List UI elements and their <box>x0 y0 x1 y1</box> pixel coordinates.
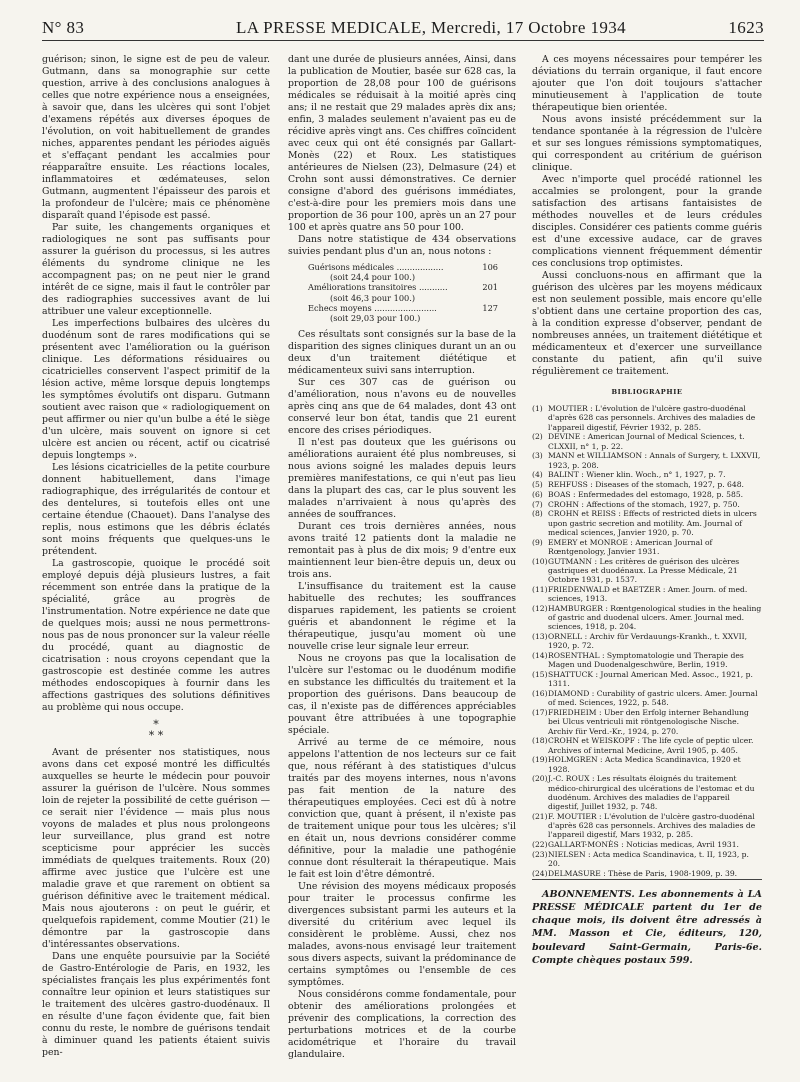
bibliography-entry <box>532 755 762 774</box>
entry-number: (4) <box>532 470 543 480</box>
stat-label: Améliorations transitoires ........... <box>308 282 448 293</box>
paragraph: Avec n'importe quel procédé rationnel les accalmies se prolongent, pour la grande satisfaction des artisans fantaisistes de méthodes nouvelles et de leurs crédules disciples. Considérer ces patients comme guéris est d'une excessive audace, car de graves complications viennent fréquemment démentir ces conclusions trop optimistes. <box>532 174 762 269</box>
bibliography-entry <box>532 869 762 878</box>
entry-number: (2) <box>532 432 543 442</box>
bibliography-entry <box>532 670 762 689</box>
entry-text: DEVINE : American Journal of Medical Sciences, t. CLXXII, n° 1, p. 22. <box>548 432 745 451</box>
bibliography-entry <box>532 470 762 479</box>
entry-number: (24) <box>532 868 548 878</box>
entry-text: MOUTIER : L'évolution de l'ulcère gastro-duodénal d'après 628 cas personnels. Archives des maladies de l'appareil digestif, Février 1932, p. 285. <box>548 404 756 432</box>
entry-number: (7) <box>532 499 543 509</box>
entry-text: HOLMGREN : Acta Medica Scandinavica, 1920 et 1928. <box>548 755 741 774</box>
column-1 <box>42 54 270 1059</box>
stat-row <box>308 282 516 292</box>
bibliography-entry <box>532 404 762 432</box>
paragraph: Durant ces trois dernières années, nous avons traité 12 patients dont la maladie ne remontait pas à plus de dix mois; 9 d'entre eux maintiennent leur bien-être depuis un, deux ou trois ans. <box>288 521 516 581</box>
column-2 <box>288 54 516 1061</box>
bibliography-entry <box>532 708 762 736</box>
bibliography-entry <box>532 689 762 708</box>
entry-number: (3) <box>532 451 543 461</box>
column-2-text-continued <box>288 329 516 1061</box>
entry-text: ORNELL : Archiv für Verdauungs-Krankh., t. XXVII, 1920, p. 72. <box>548 632 748 651</box>
paragraph: Aussi concluons-nous en affirmant que la guérison des ulcères par les moyens médicaux est non seulement possible, mais encore qu'elle s'obtient dans une certaine proportion des cas, à la condition expresse d'observer, pendant de nombreuses années, un traitement diététique et médicamenteux et d'exercer une surveillance constante du patient, afin qu'il suive régulièrement ce traitement. <box>532 270 762 377</box>
stat-label: Guérisons médicales .................. <box>308 262 444 272</box>
bibliography-entry <box>532 585 762 604</box>
entry-text: GUTMANN : Les critères de guérison des ulcères gastriques et duodénaux. La Presse Médicale, 21 Octobre 1931, p. 1537. <box>548 556 740 584</box>
entry-text: FRIEDENWALD et BAETZER : Amer. Journ. of med. sciences, 1913. <box>548 584 748 603</box>
subscription-notice: ABONNEMENTS. Les abonnements à LA PRESSE MÉDICALE partent du 1er de chaque mois, ils doivent être adressés à MM. Masson et Cie, éditeurs, 120, boulevard Saint-Germain, Paris-6e. Compte chèques postaux 599. <box>532 879 762 968</box>
entry-text: GALLART-MONÈS : Noticias medicas, Avril 1931. <box>548 840 739 849</box>
stat-value: 201 <box>482 282 498 293</box>
entry-number: (15) <box>532 670 548 679</box>
stat-label: Echecs moyens ........................ <box>308 302 437 313</box>
entry-text: ROSENTHAL : Symptomatologie und Therapie des Magen und Duodenalgeschwüre, Berlin, 1919. <box>548 651 744 670</box>
bibliography-entry <box>532 480 762 489</box>
stat-percentage: (soit 46,3 pour 100.) <box>330 292 416 303</box>
page-header <box>42 14 764 41</box>
bibliography-entry <box>532 490 762 499</box>
entry-text: HAMBURGER : Rœntgenological studies in the healing of gastric and duodenal ulcers. Amer. Journal med. sciences, 1918, p. 204. <box>548 603 762 632</box>
bibliography-entry <box>532 632 762 651</box>
paragraph: Nous ne croyons pas que la localisation de l'ulcère sur l'estomac ou le duodénum modifie en substance les difficultés du traitement et la proportion des guérisons. Dans beaucoup de cas, il n'existe pas de différences appréciables pouvant être attribuées à une topographie spéciale. <box>288 653 516 737</box>
paragraph: Dans une enquête poursuivie par la Société de Gastro-Entérologie de Paris, en 1932, les spécialistes français les plus expérimentés font connaître leur opinion et leurs statistiques sur le traitement des ulcères gastro-duodénaux. Il en résulte d'une façon évidente que, fait bien connu du reste, le nombre de guérisons tendait à diminuer quand les patients étaient suivis pen- <box>42 951 270 1058</box>
column-3 <box>532 54 762 967</box>
bibliography-entry <box>532 812 762 840</box>
entry-number: (13) <box>532 632 548 641</box>
bibliography-entry <box>532 451 762 470</box>
stat-percentage: (soit 29,03 pour 100.) <box>330 313 421 324</box>
stat-value: 127 <box>482 302 498 313</box>
column-1-text <box>42 54 270 714</box>
entry-text: NIELSEN : Acta medica Scandinavica, t. II, 1923, p. 20. <box>548 849 749 868</box>
entry-text: F. MOUTIER : L'évolution de l'ulcère gastro-duodénal d'après 628 cas personnels. Archives des maladies de l'appareil digestif, Mars 1932, p. 285. <box>548 811 756 840</box>
paragraph: Par suite, les changements organiques et radiologiques ne sont pas suffisants pour assurer la guérison du processus, si les autres éléments du syndrome clinique ne les accompagnent pas; on ne peut nier le grand intérêt de ce signe, mais il faut le contrôler par des radiographies successives avant de lui attribuer une valeur exceptionnelle. <box>42 222 270 317</box>
bibliography-entry <box>532 538 762 557</box>
entry-number: (5) <box>532 480 543 489</box>
journal-title: LA PRESSE MEDICALE, Mercredi, 17 Octobre 1934 <box>236 18 627 37</box>
paragraph: Ces résultats sont consignés sur la base de la disparition des signes cliniques durant un an ou deux d'un traitement diététique et médicamenteux suivi sans interruption. <box>288 329 516 377</box>
stat-value: 106 <box>482 262 498 272</box>
paragraph: Les imperfections bulbaires des ulcères du duodénum sont de rares modifications qui se présentent avec l'amélioration ou la guérison clinique. Les déformations résiduaires ou cicatricielles conservent l'aspect primitif de la lésion active, même lorsque depuis longtemps les symptômes évolutifs ont disparu. Gutmann soutient avec raison que « radiologiquement on peut affirmer ou nier qu'un bulbe a été le siège d'un ulcère, mais souvent on ignore si cet ulcère est ancien ou récent, actif ou cicatrisé depuis longtemps ». <box>42 318 270 461</box>
entry-number: (10) <box>532 556 548 566</box>
entry-number: (19) <box>532 755 548 765</box>
entry-text: CROHN : Affections of the stomach, 1927, p. 750. <box>548 499 740 509</box>
paragraph: Dans notre statistique de 434 observations suivies pendant plus d'un an, nous notons : <box>288 234 516 257</box>
stat-row <box>308 303 516 313</box>
statistics-table <box>308 262 516 323</box>
entry-number: (8) <box>532 509 543 519</box>
bibliography-entry <box>532 651 762 670</box>
bibliography-entry <box>532 736 762 755</box>
bibliography-entry <box>532 774 762 811</box>
entry-text: CROHN et REISS : Effects of restricted diets in ulcers upon gastric secretion and motility. Am. Journal of medical sciences, Janvier 1920, p. 70. <box>548 509 757 537</box>
bibliography-entry <box>532 557 762 585</box>
column-2-text <box>288 54 516 258</box>
paragraph: Arrivé au terme de ce mémoire, nous appelons l'attention de nos lecteurs sur ce fait que, nous référant à des statistiques d'ulcus traités par des moyens internes, nous n'avons pas fait mention de la nature des thérapeutiques employées. Ceci est dû à notre conviction que, quant à présent, il n'existe pas de traitement unique pour tous les ulcères; s'il en était un, nous devrions considérer comme définitive, pour la maladie une pathogénie connue dont résulterait la thérapeutique. Mais le fait est loin d'être démontré. <box>288 737 516 881</box>
entry-number: (1) <box>532 404 543 413</box>
entry-number: (9) <box>532 537 543 547</box>
paragraph: Les lésions cicatricielles de la petite courbure donnent habituellement, dans l'image radiographique, des irrégularités de contour et des dentelures, si toutefois elles ont une certaine étendue (Chaouet). Dans l'analyse des replis, nous estimons que les débris éclatés sont moins fréquents que quelques-uns le prétendent. <box>42 462 270 557</box>
stat-row <box>308 262 516 272</box>
paragraph: Sur ces 307 cas de guérison ou d'amélioration, nous n'avons eu de nouvelles après cinq ans que de 64 malades, dont 43 ont conservé leur bon état, tandis que 21 eurent encore des crises périodiques. <box>288 377 516 437</box>
entry-number: (18) <box>532 736 548 746</box>
paragraph: L'insuffisance du traitement est la cause habituelle des rechutes; les souffrances disparues rapidement, les patients se croient guéris et abandonnent le régime et la thérapeutique, jusqu'au moment où une nouvelle crise leur signale leur erreur. <box>288 581 516 653</box>
entry-text: REHFUSS : Diseases of the stomach, 1927, p. 648. <box>548 480 744 489</box>
bibliography-entry <box>532 500 762 509</box>
bibliography-entry <box>532 604 762 632</box>
issue-number: N° 83 <box>42 18 85 37</box>
entry-text: BALINT : Wiener klin. Woch., n° 1, 1927, p. 7. <box>548 470 726 480</box>
paragraph: Il n'est pas douteux que les guérisons ou améliorations auraient été plus nombreuses, si nous avions soigné les malades depuis leurs premières manifestations, ce qui n'eut pas lieu dans la plupart des cas, car le plus souvent les malades n'arrivaient à nous qu'après des années de souffrances. <box>288 437 516 521</box>
paragraph: Nous avons insisté précédemment sur la tendance spontanée à la régression de l'ulcère et sur ses longues rémissions symptomatiques, qui correspondent au critérium de guérison clinique. <box>532 114 762 173</box>
bibliography-entry <box>532 850 762 869</box>
paragraph: guérison; sinon, le signe est de peu de valeur. Gutmann, dans sa monographie sur cette question, arrive à des conclusions analogues à celles que notre expérience nous a enseignées, à savoir que, dans les ulcères qui sont l'objet d'examens répétés aux diverses époques de l'évolution, on voit habituellement de grandes niches, apparentes pendant les périodes aiguës et s'effaçant pendant les accalmies pour réapparaître ensuite. Les réactions locales, inflammatoires et œdémateuses, selon Gutmann, augmentent l'épaisseur des parois et la profondeur de l'ulcère; mais ce phénomène disparaît quand l'épisode est passé. <box>42 54 270 221</box>
page-number: 1623 <box>728 18 764 37</box>
entry-number: (16) <box>532 689 548 698</box>
bibliography-entry <box>532 840 762 849</box>
paragraph: A ces moyens nécessaires pour tempérer les déviations du terrain organique, il faut encore ajouter que l'on doit toujours s'attacher minutieusement à l'application de toute thérapeutique bien orientée. <box>532 54 762 113</box>
entry-number: (6) <box>532 489 543 499</box>
entry-text: EMERY et MONROE : American Journal of Rœntgenology, Janvier 1931. <box>548 537 713 556</box>
entry-number: (21) <box>532 811 548 821</box>
paragraph: Avant de présenter nos statistiques, nous avons dans cet exposé montré les difficultés auxquelles se heurte le médecin pour pouvoir assurer la guérison de l'ulcère. Nous sommes loin de rejeter la possibilité de cette guérison — ce serait nier l'évidence — mais plus nous voyons de malades et plus nous prolongeons leur surveillance, plus grand est notre scepticisme pour apprécier les succès immédiats de quelques traitements. Roux (20) affirme avec justice que l'ulcère est une maladie grave et que rarement on obtient sa guérison définitive avec le traitement médical. Mais nous ajouterons : on peut le guérir, et quelquefois rapidement, comme Moutier (21) le démontre par la gastroscopie dans d'intéressantes observations. <box>42 747 270 950</box>
entry-text: J.-C. ROUX : Les résultats éloignés du traitement médico-chirurgical des ulcérations de l'estomac et du duodénum. Archives des maladies de l'appareil digestif, Juillet 1932, p. 748. <box>548 774 755 811</box>
entry-number: (11) <box>532 584 548 594</box>
entry-number: (17) <box>532 708 548 717</box>
paragraph: dant une durée de plusieurs années, Ainsi, dans la publication de Moutier, basée sur 628 cas, la proportion de 28,08 pour 100 de guérisons médicales se réduisait à la moitié après cinq ans; il ne restait que 29 malades après dix ans; enfin, 3 malades seulement n'avaient pas eu de récidive après vingt ans. Ces chiffres coïncident avec ceux qui ont été consignés par Gallart-Monès (22) et Roux. Les statistiques antérieures de Nielsen (23), Delmasure (24) et Crohn sont aussi démonstratives. Ce dernier consigne d'abord des guérisons immédiates, c'est-à-dire pour les premiers mois dans une proportion de 36 pour 100, après un an 27 pour 100 et après quatre ans 50 pour 100. <box>288 54 516 233</box>
entry-number: (20) <box>532 774 548 784</box>
paragraph: Nous considérons comme fondamentale, pour obtenir des améliorations prolongées et prévenir des complications, la correction des perturbations motrices et de la courbe acidométrique et l'horaire du travail glandulaire. <box>288 989 516 1061</box>
paragraph: La gastroscopie, quoique le procédé soit employé depuis déjà plusieurs lustres, a fait récemment son entrée dans la pratique de la spécialité, grâce au progrès de l'instrumentation. Notre expérience ne date que de quelques mois; aussi ne nous permettrons-nous pas de nous prononcer sur la valeur réelle du procédé, quant au diagnostic de cicatrisation : nous croyons cependant que la gastroscopie est destinée comme les autres méthodes endoscopiques à fournir dans les affections gastriques des solutions définitives au problème qui nous occupe. <box>42 558 270 713</box>
entry-text: BOAS : Enfermedades del estomago, 1928, p. 585. <box>548 489 744 499</box>
bibliography-entry <box>532 432 762 451</box>
bibliography-list <box>532 404 762 878</box>
section-separator: * * * <box>148 718 164 742</box>
entry-text: DIAMOND : Curability of gastric ulcers. Amer. Journal of med. Sciences, 1922, p. 548. <box>548 689 758 708</box>
entry-text: SHATTUCK : Journal American Med. Assoc., 1921, p. 1311. <box>548 670 753 689</box>
column-1-text-continued <box>42 747 270 1059</box>
paragraph: Une révision des moyens médicaux proposés pour traiter le processus confirme les divergences subsistant parmi les auteurs et la diversité du critérium avec lequel ils considèrent le problème. Aussi, chez nos malades, avons-nous envisagé leur traitement sous divers aspects, suivant la prédominance de certains symptômes ou l'ensemble de ces symptômes. <box>288 881 516 989</box>
entry-text: DELMASURE : Thèse de Paris, 1908-1909, p. 39. <box>548 868 738 878</box>
bibliography-entry <box>532 509 762 537</box>
stat-percentage: (soit 24,4 pour 100.) <box>330 272 416 283</box>
entry-text: MANN et WILLIAMSON : Annals of Surgery, t. LXXVII, 1923, p. 208. <box>548 451 761 470</box>
entry-text: CROHN et WEISKOPF : The life cycle of peptic ulcer. Archives of internal Medicine, Avril 1905, p. 405. <box>548 736 754 755</box>
entry-number: (14) <box>532 651 548 660</box>
entry-number: (12) <box>532 603 548 613</box>
bibliography-heading: BIBLIOGRAPHIE <box>611 388 683 396</box>
entry-number: (22) <box>532 840 548 849</box>
entry-text: FRIEDHEIM : Uber den Erfolg interner Behandlung bei Ulcus ventriculi mit röntgenologische Nische. Archiv für Verd.-Kr., 1924, p. 270. <box>548 708 749 736</box>
entry-number: (23) <box>532 849 548 859</box>
column-3-text <box>532 54 762 378</box>
